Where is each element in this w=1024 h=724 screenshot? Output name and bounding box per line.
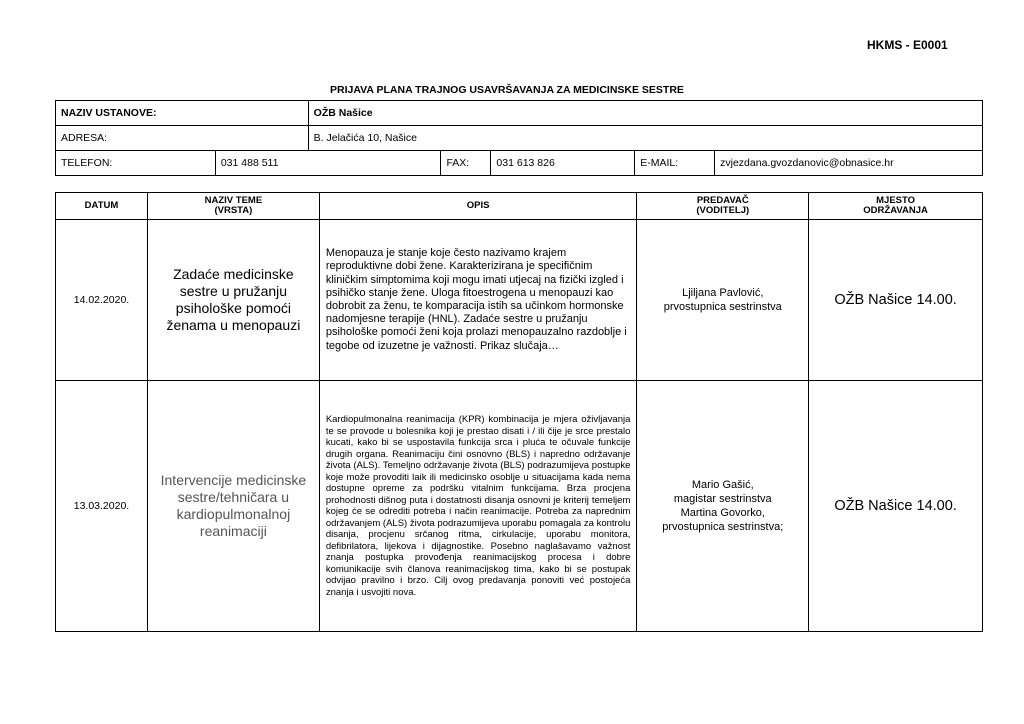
row-theme: Intervencije medicinske sestre/tehničara u kardiopulmonalnoj reanimaciji	[147, 381, 319, 632]
row-location: OŽB Našice 14.00.	[809, 220, 983, 381]
header-description: OPIS	[319, 193, 637, 220]
fax-value: 031 613 826	[491, 151, 635, 176]
education-plan-table	[55, 192, 983, 632]
phone-value: 031 488 511	[215, 151, 441, 176]
address-value: B. Jelačića 10, Našice	[308, 126, 982, 151]
institution-name-row	[56, 101, 983, 126]
institution-table	[55, 100, 983, 176]
form-code: HKMS - E0001	[867, 38, 948, 52]
row-lecturer: Ljiljana Pavlović, prvostupnica sestrinstva	[637, 220, 809, 381]
table-row	[56, 220, 983, 381]
table-row	[56, 381, 983, 632]
row-lecturer: Mario Gašić, magistar sestrinstva Martina Govorko, prvostupnica sestrinstva;	[637, 381, 809, 632]
row-date: 14.02.2020.	[56, 220, 148, 381]
header-theme: NAZIV TEME (VRSTA)	[147, 193, 319, 220]
row-theme: Zadaće medicinske sestre u pružanju psihološke pomoći ženama u menopauzi	[147, 220, 319, 381]
row-location: OŽB Našice 14.00.	[809, 381, 983, 632]
institution-name-label: NAZIV USTANOVE:	[56, 101, 309, 126]
row-description: Kardiopulmonalna reanimacija (KPR) kombinacija je mjera oživljavanja te se provode u bolesnika koji je prestao disati i / ili čije je srce prestalo kucati, kako bi se uspostavila funkcija srca i pluća te očuvale funkcije drugih organa. Reanimaciju čini osnovno (BLS) i napredno održavanje života (ALS). Temeljno održavanje života (BLS) podrazumijeva postupke koje može provoditi laik ili medicinsko osoblje u situacijama kada nema dostupne opreme za podršku vitalnim funkcijama. Brza procjena prohodnosti dišnog puta i dostatnosti disanja osnovni je kriterij temeljem kojeg će se odrediti potreba i način reanimacije. Potreba za naprednim održavanjem (ALS) života podrazumijeva uporabu pomagala za kontrolu disanja, procjenu srčanog ritma, cirkulacije, uporabu monitora, defibrilatora, lijekova i dijagnostike. Posebno naglašavamo važnost znanja postupka provođenja reanimacijskog procesa i dobre komunikacije svih članova reanimacijskog tima, kako bi se postupak odvijao pravilno i brzo. Cilj ovog predavanja ponoviti već postojeća znanja i usvojiti nova.	[319, 381, 637, 632]
email-value: zvjezdana.gvozdanovic@obnasice.hr	[715, 151, 983, 176]
form-title: PRIJAVA PLANA TRAJNOG USAVRŠAVANJA ZA MEDICINSKE SESTRE	[330, 84, 684, 96]
fax-label: FAX:	[441, 151, 491, 176]
row-description: Menopauza je stanje koje često nazivamo krajem reproduktivne dobi žene. Karakterizirana je specifičnim kliničkim simptomima koji mogu imati utjecaj na fizički izgled i psihičko stanje žene. Uloga fitoestrogena u menopauzi kao dobrobit za ženu, te komparacija istih sa učinkom hormonske nadomjesne terapije (HNL). Zadaće sestre u pružanju psihološke pomoći ženi koja prolazi menopauzalno razdoblje i tegobe od izuzetne je važnosti. Prikaz slučaja…	[319, 220, 637, 381]
address-label: ADRESA:	[56, 126, 309, 151]
address-row	[56, 126, 983, 151]
header-location: MJESTO ODRŽAVANJA	[809, 193, 983, 220]
table-header-row	[56, 193, 983, 220]
institution-name-value: OŽB Našice	[308, 101, 982, 126]
header-lecturer: PREDAVAČ (VODITELJ)	[637, 193, 809, 220]
header-date: DATUM	[56, 193, 148, 220]
contact-row	[56, 151, 983, 176]
row-date: 13.03.2020.	[56, 381, 148, 632]
phone-label: TELEFON:	[56, 151, 216, 176]
email-label: E-MAIL:	[635, 151, 715, 176]
